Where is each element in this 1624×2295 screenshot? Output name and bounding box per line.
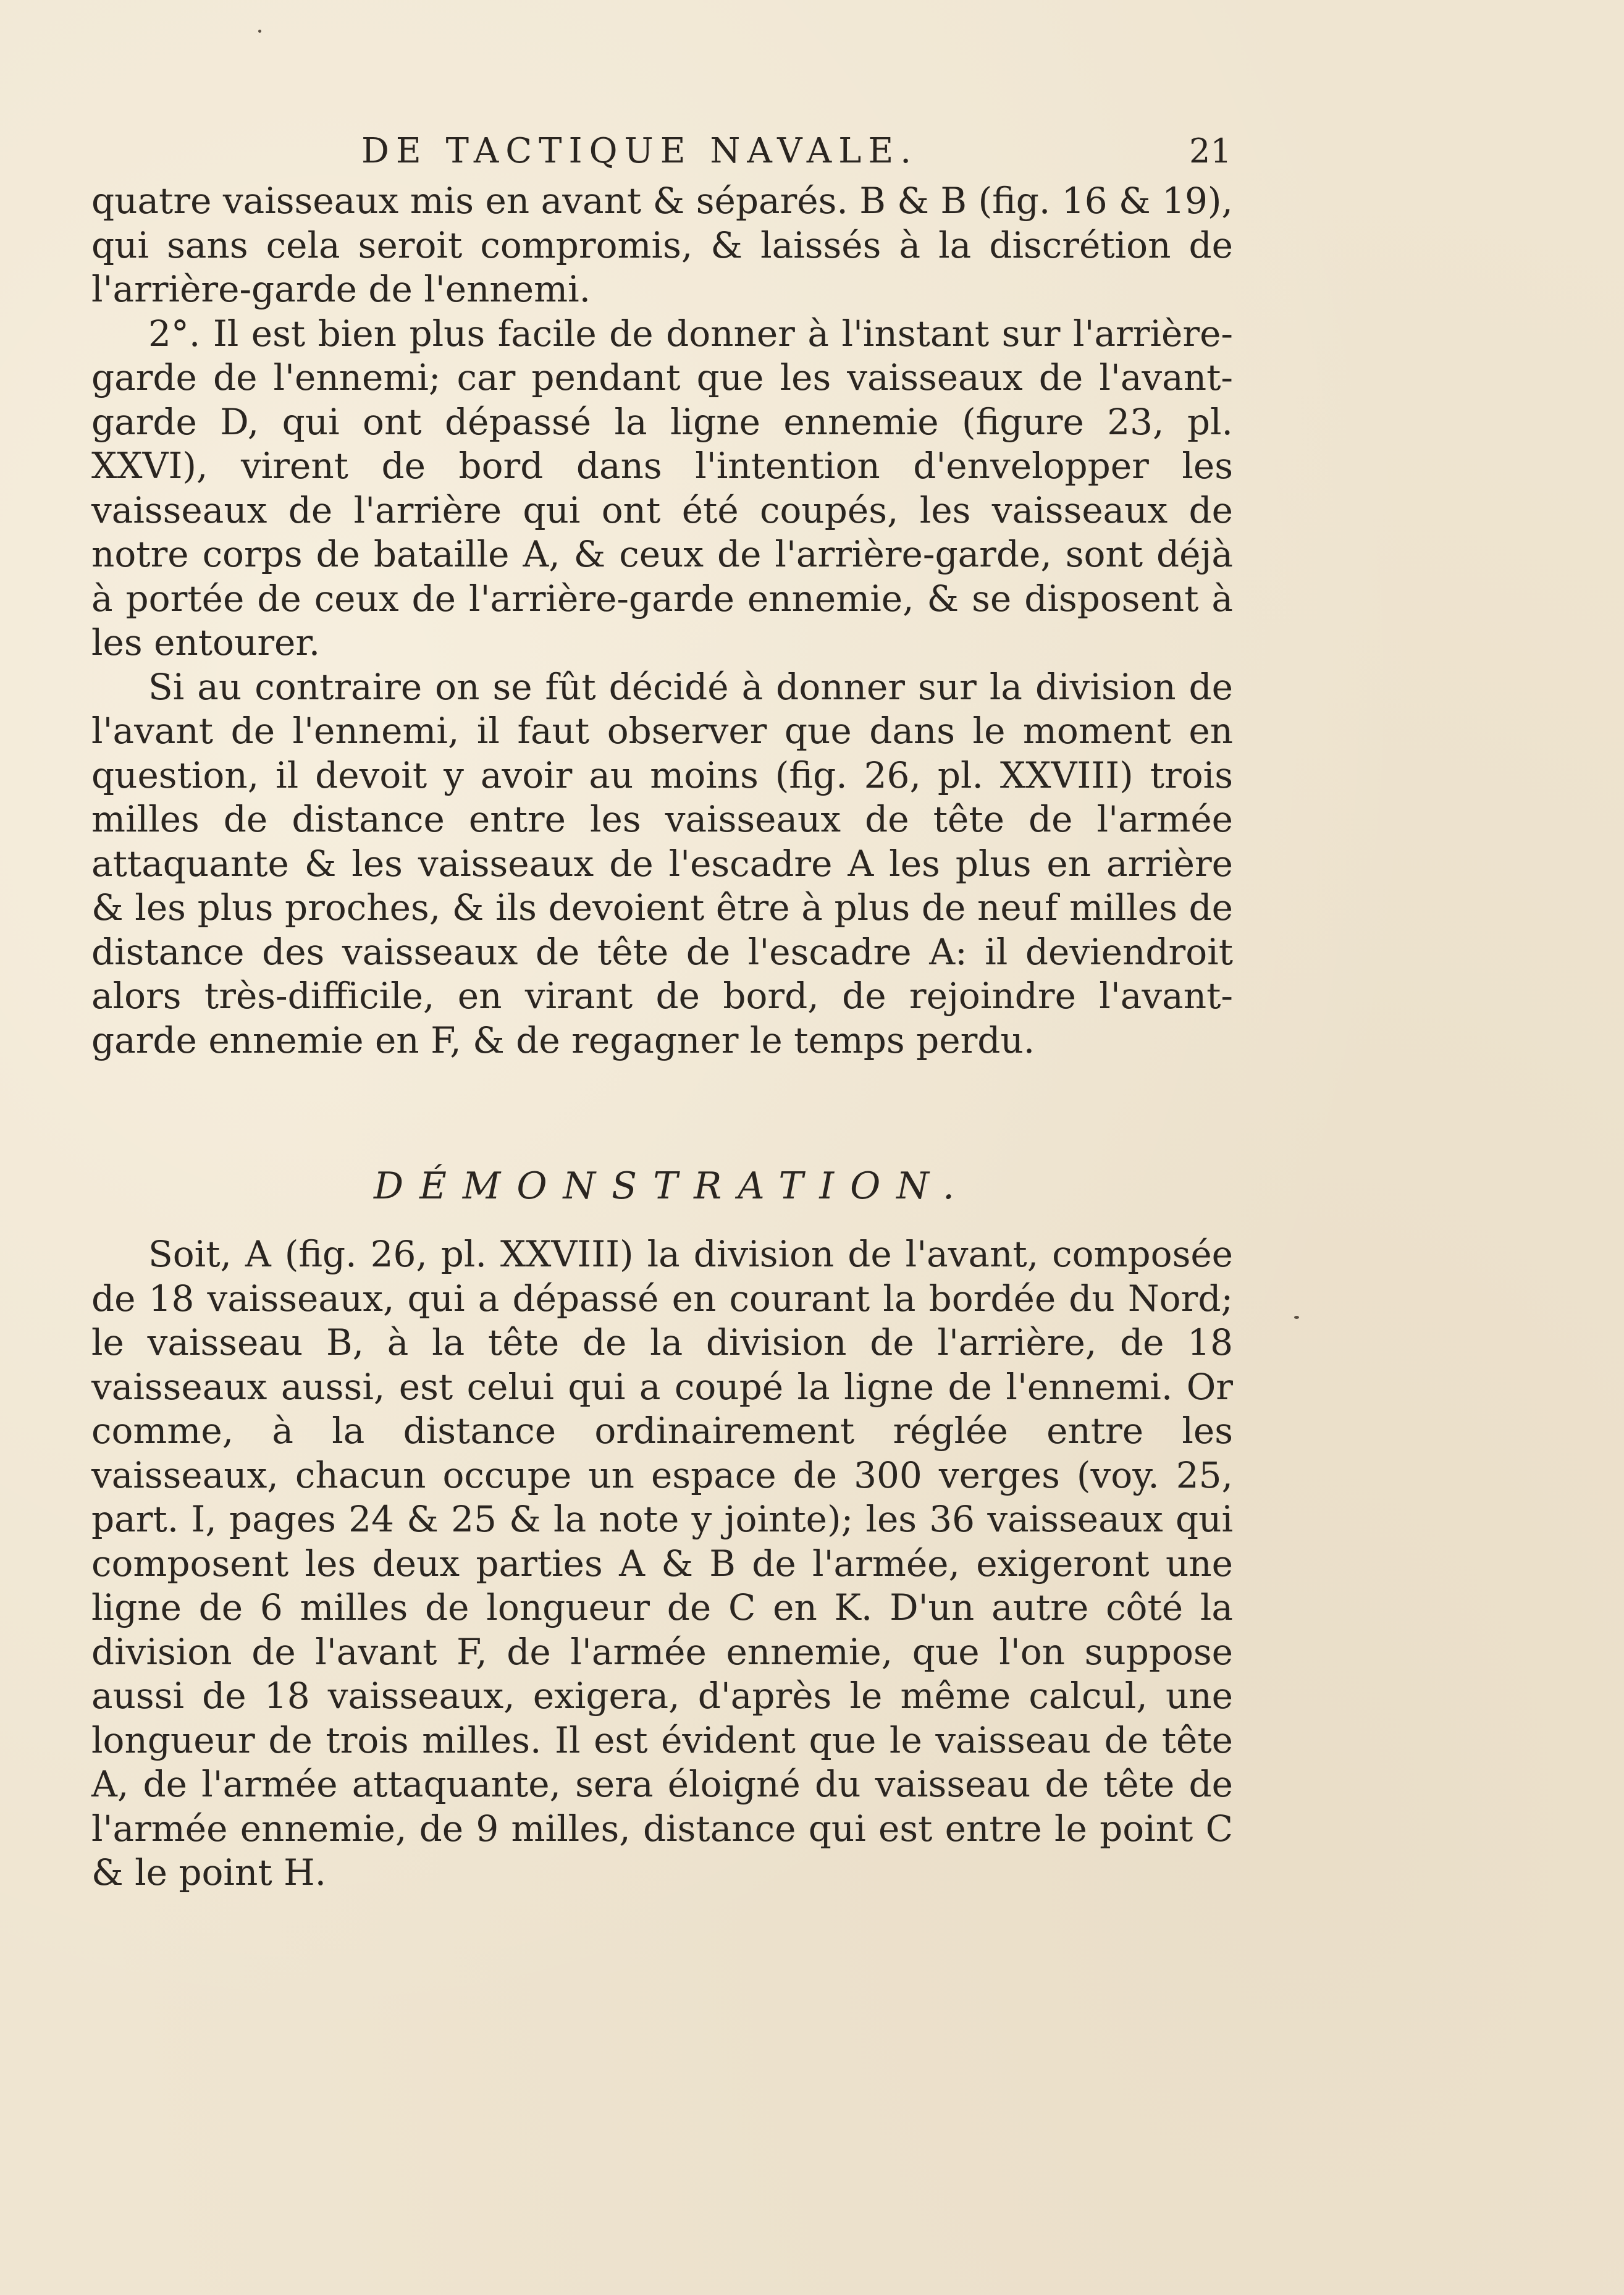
- paragraph-alternative: Si au contraire on se fût décidé à donner sur la division de l'avant de l'ennemi, il faut observer que dans le moment en question, il devoit y avoir au moins (fig. 26, pl. XXVIII) trois milles de distance entre les vaisseaux de tête de l'armée attaquante & les vaisseaux de l'escadre A les plus en arrière & les plus proches, & ils devoient être à plus de neuf milles de distance des vaisseaux de tête de l'escadre A: il deviendroit alors très-difficile, en virant de bord, de rejoindre l'avant-garde ennemie en F, & de regagner le temps perdu.: [91, 665, 1233, 1061]
- running-title: DE TACTIQUE NAVALE.: [361, 131, 919, 171]
- body-text-bottom: [91, 1232, 1233, 1895]
- ink-speck: [258, 30, 261, 33]
- page-number: 21: [1189, 132, 1232, 171]
- section-heading: DÉMONSTRATION.: [374, 1164, 971, 1208]
- paragraph-second-point: 2°. Il est bien plus facile de donner à l'instant sur l'arrière-garde de l'ennemi; car pendant que les vaisseaux de l'avant-garde D, qui ont dépassé la ligne ennemie (figure 23, pl. XXVI), virent de bord dans l'intention d'envelopper les vaisseaux de l'arrière qui ont été coupés, les vaisseaux de notre corps de bataille A, & ceux de l'arrière-garde, sont déjà à portée de ceux de l'arrière-garde ennemie, & se disposent à les entourer.: [91, 312, 1233, 663]
- paragraph-demonstration: Soit, A (fig. 26, pl. XXVIII) la division de l'avant, composée de 18 vaisseaux, qui a dépassé en courant la bordée du Nord; le vaisseau B, à la tête de la division de l'arrière, de 18 vaisseaux aussi, est celui qui a coupé la ligne de l'ennemi. Or comme, à la distance ordinairement réglée entre les vaisseaux, chacun occupe un espace de 300 verges (voy. 25, part. I, pages 24 & 25 & la note y jointe); les 36 vaisseaux qui composent les deux parties A & B de l'armée, exigeront une ligne de 6 milles de longueur de C en K. D'un autre côté la division de l'avant F, de l'armée ennemie, que l'on suppose aussi de 18 vaisseaux, exigera, d'après le même calcul, une longueur de trois milles. Il est évident que le vaisseau de tête A, de l'armée attaquante, sera éloigné du vaisseau de tête de l'armée ennemie, de 9 milles, distance qui est entre le point C & le point H.: [91, 1233, 1233, 1893]
- body-text-top: [91, 179, 1233, 1063]
- paragraph-continuation: quatre vaisseaux mis en avant & séparés. B & B (fig. 16 & 19), qui sans cela seroit compromis, & laissés à la discrétion de l'arrière-garde de l'ennemi.: [91, 180, 1233, 310]
- running-head: [0, 127, 1624, 176]
- ink-speck: [1294, 1316, 1299, 1319]
